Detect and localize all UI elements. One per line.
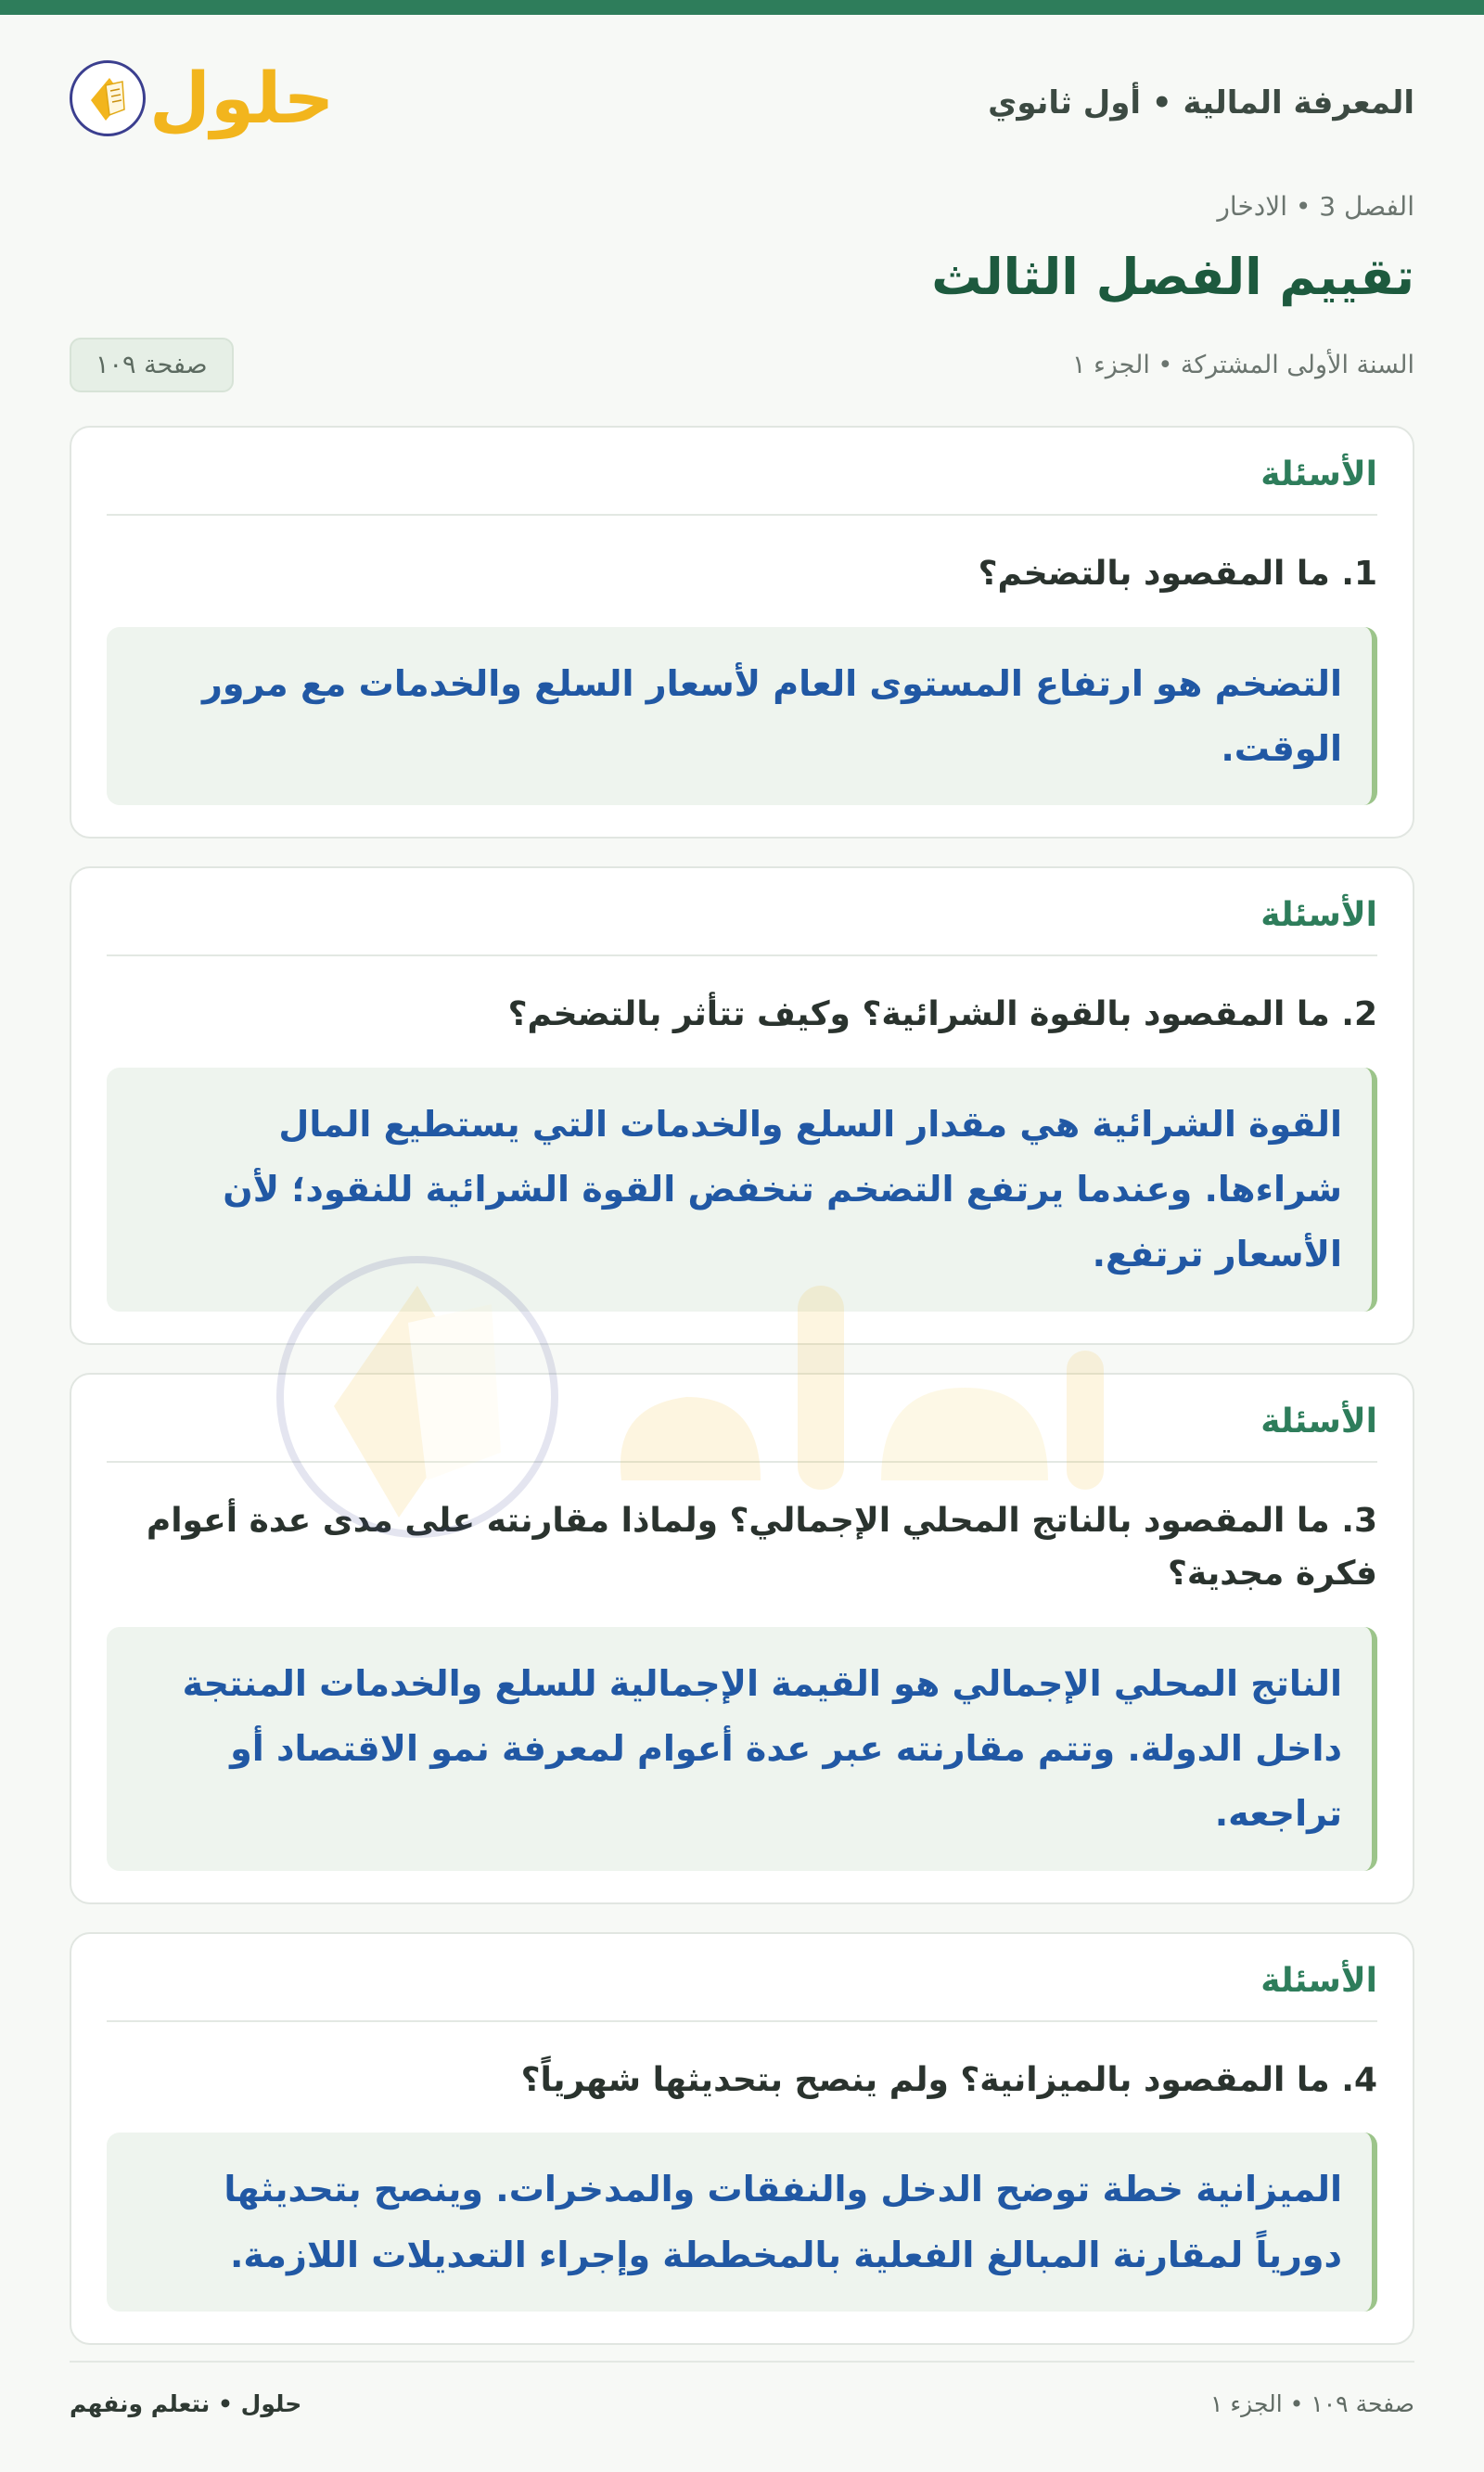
- question-card-2: [70, 866, 1414, 1344]
- question-text: 1. ما المقصود بالتضخم؟: [978, 555, 1377, 593]
- page-title: تقييم الفصل الثالث: [931, 248, 1414, 306]
- card-label: الأسئلة: [107, 896, 1377, 956]
- page-header: [70, 15, 1414, 182]
- question-text: 3. ما المقصود بالناتج المحلي الإجمالي؟ ولماذا مقارنته على مدى عدة أعوام فكرة مجدية؟: [146, 1501, 1377, 1594]
- question-card-3: [70, 1373, 1414, 1904]
- answer-box: الميزانية خطة توضح الدخل والنفقات والمدخرات. وينصح بتحديثها دورياً لمقارنة المبالغ الفعلية بالمخططة وإجراء التعديلات اللازمة.: [107, 2133, 1377, 2312]
- hulul-logo[interactable]: [70, 57, 335, 139]
- question-card-4: [70, 1932, 1414, 2345]
- grade-part-label: السنة الأولى المشتركة • الجزء ١: [1071, 350, 1414, 379]
- page: [0, 15, 1484, 2472]
- breadcrumb: الفصل 3 • الادخار: [1217, 191, 1414, 222]
- answer-box: الناتج المحلي الإجمالي هو القيمة الإجمالية للسلع والخدمات المنتجة داخل الدولة. وتتم مقارنته عبر عدة أعوام لمعرفة نمو الاقتصاد أو تراجعه.: [107, 1627, 1377, 1871]
- question-card-1: [70, 426, 1414, 839]
- answer-box: القوة الشرائية هي مقدار السلع والخدمات التي يستطيع المال شراءها. وعندما يرتفع التضخم تنخفض القوة الشرائية للنقود؛ لأن الأسعار ترتفع.: [107, 1068, 1377, 1312]
- top-accent-bar: [0, 0, 1484, 15]
- page-footer: [70, 2361, 1414, 2417]
- card-label: الأسئلة: [107, 1962, 1377, 2022]
- subject-title: المعرفة المالية • أول ثانوي: [988, 84, 1414, 122]
- book-icon: [70, 60, 146, 136]
- logo-wordmark: حلول: [149, 57, 335, 139]
- card-label: الأسئلة: [107, 455, 1377, 516]
- question-text: 4. ما المقصود بالميزانية؟ ولم ينصح بتحديثها شهرياً؟: [520, 2060, 1377, 2099]
- card-label: الأسئلة: [107, 1403, 1377, 1463]
- question-text: 2. ما المقصود بالقوة الشرائية؟ وكيف تتأثر بالتضخم؟: [507, 995, 1377, 1034]
- answer-box: التضخم هو ارتفاع المستوى العام لأسعار السلع والخدمات مع مرور الوقت.: [107, 627, 1377, 806]
- meta-row: [70, 334, 1414, 395]
- footer-brand-tagline: حلول • نتعلم ونفهم: [70, 2390, 302, 2417]
- page-number-badge: صفحة ١٠٩: [70, 338, 234, 392]
- question-cards: [70, 426, 1414, 2345]
- footer-page-info: صفحة ١٠٩ • الجزء ١: [1210, 2390, 1414, 2417]
